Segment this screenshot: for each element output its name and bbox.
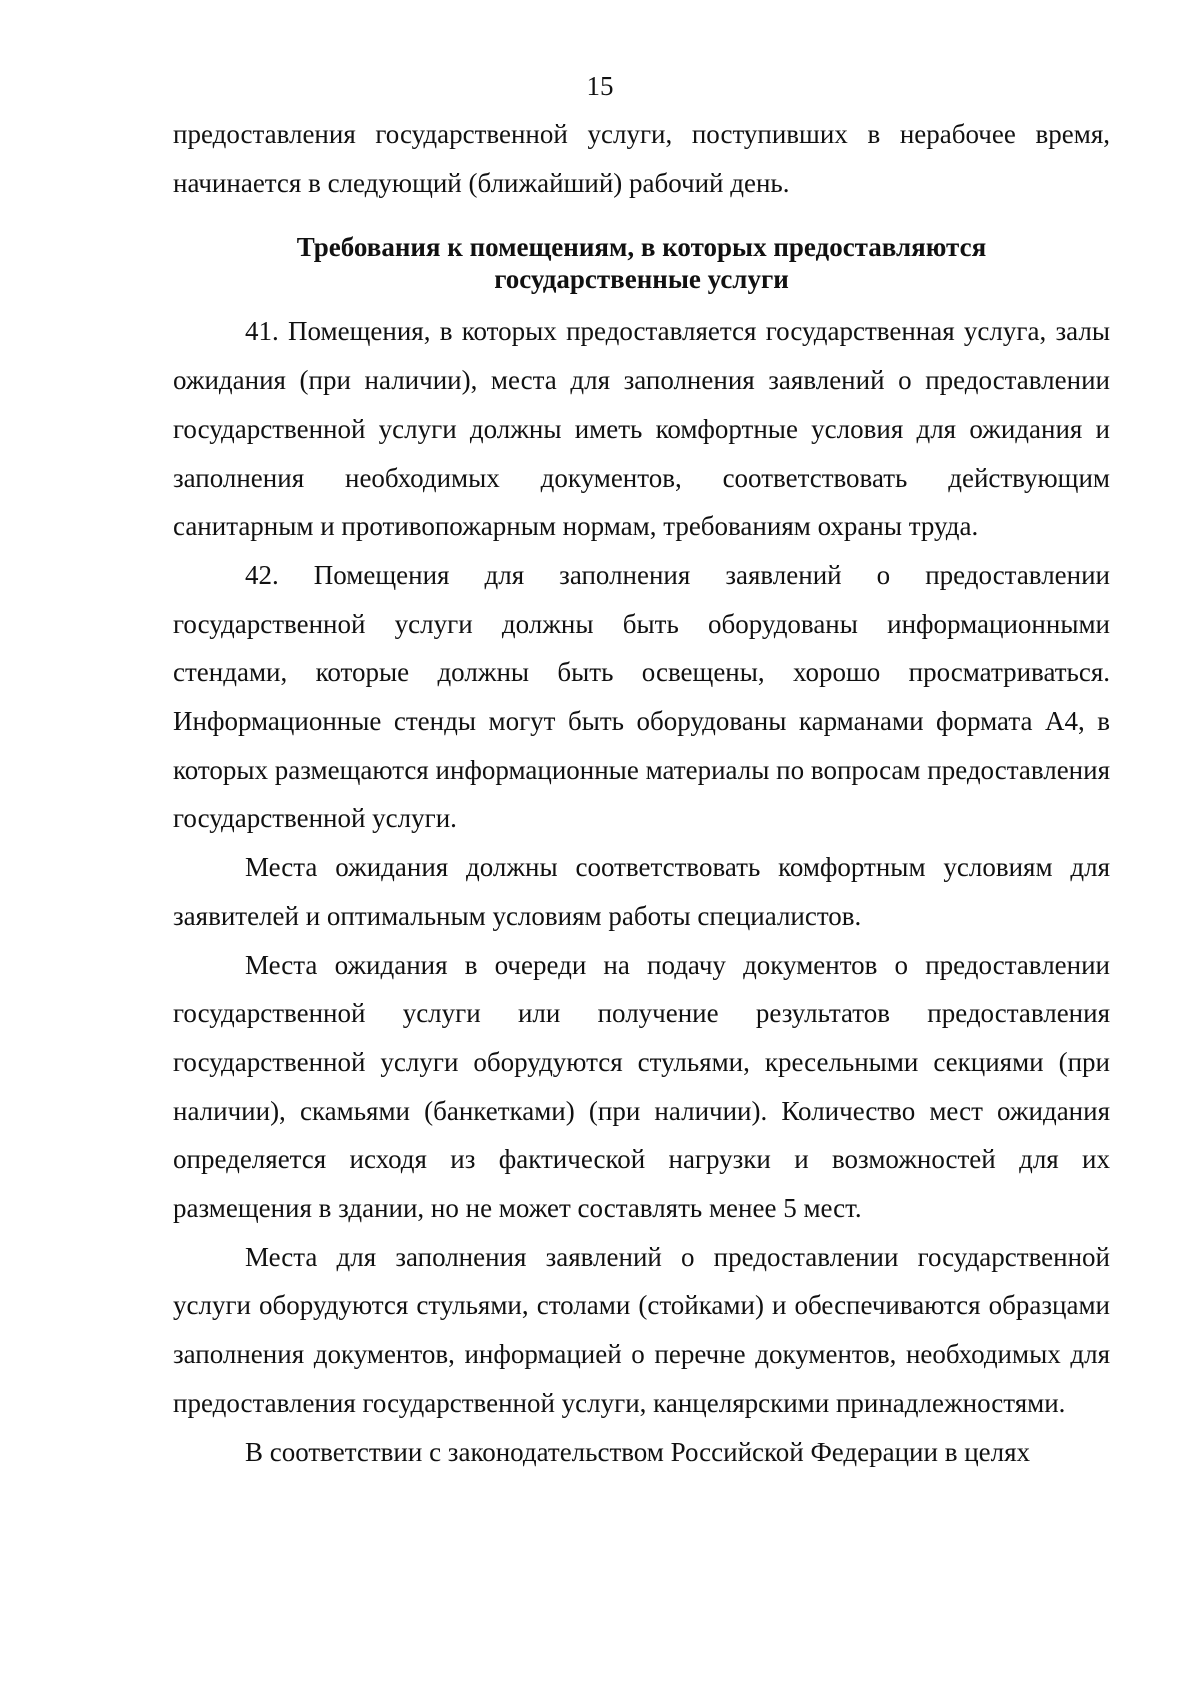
section-heading-line-2: государственные услуги bbox=[494, 264, 789, 295]
paragraph-legislation: В соответствии с законодательством Российской Федерации в целях bbox=[245, 1436, 1031, 1467]
document-body bbox=[173, 110, 1110, 1476]
section-heading bbox=[173, 231, 1110, 295]
section-heading-line-1: Требования к помещениям, в которых предоставляются bbox=[296, 232, 987, 263]
paragraph-42: 42. Помещения для заполнения заявлений о предоставлении государственной услуги должны быть оборудованы информационными стендами, которые должны быть освещены, хорошо просматриваться. Информационные стенды могут быть оборудованы карманами формата А4, в которых размещаются информационные материалы по вопросам предоставления государственной услуги. bbox=[173, 559, 1110, 834]
paragraph-continuation: предоставления государственной услуги, поступивших в нерабочее время, начинается в следующий (ближайший) рабочий день. bbox=[173, 119, 1110, 198]
paragraph-application-places: Места для заполнения заявлений о предоставлении государственной услуги оборудуются стульями, столами (стойками) и обеспечиваются образцами заполнения документов, информацией о перечне документов, необходимых для предоставления государственной услуги, канцелярскими принадлежностями. bbox=[173, 1241, 1110, 1418]
paragraph-41: 41. Помещения, в которых предоставляется государственная услуга, залы ожидания (при наличии), места для заполнения заявлений о предоставлении государственной услуги должны иметь комфортные условия для ожидания и заполнения необходимых документов, соответствовать действующим санитарным и противопожарным нормам, требованиям охраны труда. bbox=[173, 316, 1110, 542]
paragraph-waiting-places: Места ожидания должны соответствовать комфортным условиям для заявителей и оптимальным условиям работы специалистов. bbox=[173, 852, 1110, 931]
page-number: 15 bbox=[586, 71, 614, 101]
paragraph-queue-places: Места ожидания в очереди на подачу документов о предоставлении государственной услуги или получение результатов предоставления государственной услуги оборудуются стульями, кресельными секциями (при наличии), скамьями (банкетками) (при наличии). Количество мест ожидания определяется исходя из фактической нагрузки и возможностей для их размещения в здании, но не может составлять менее 5 мест. bbox=[173, 949, 1110, 1224]
